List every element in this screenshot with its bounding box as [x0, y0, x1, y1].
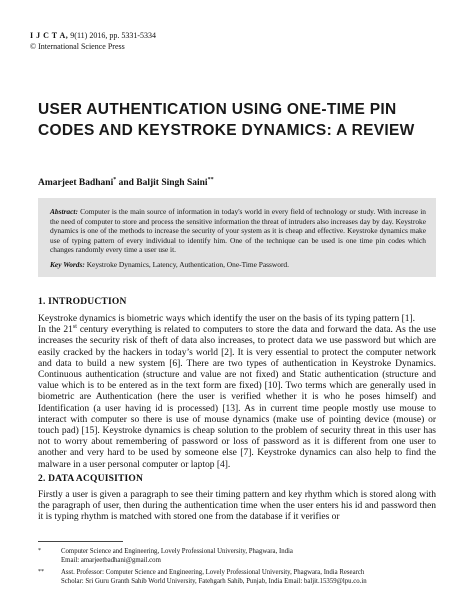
section-1-body: [38, 314, 436, 471]
authors: [38, 177, 214, 188]
section-1-paragraph-1: Keystroke dynamics is biometric ways which identify the user on the basis of its typing pattern [1].: [38, 314, 416, 324]
para-2-superscript: st: [72, 324, 77, 331]
journal-header: [30, 31, 156, 52]
footnote-2-mark: **: [38, 569, 44, 575]
abstract: [50, 207, 426, 255]
journal-volume: 9(11) 2016, pp. 5331-5334: [70, 31, 156, 40]
paper-title: USER AUTHENTICATION USING ONE-TIME PIN CODES AND KEYSTROKE DYNAMICS: A REVIEW: [38, 101, 415, 139]
abstract-box: [38, 198, 436, 277]
footnote-2-line-1: Asst. Professor: Computer Science and Engineering, Lovely Professional University, Phagwara, India Research: [61, 569, 365, 576]
footnote-1: [38, 548, 438, 565]
keywords-text: Keystroke Dynamics, Latency, Authentication, One-Time Password.: [86, 259, 289, 269]
footnote-2: [38, 569, 438, 586]
author-2-mark: **: [207, 177, 214, 183]
section-2-heading: 2. DATA ACQUISITION: [38, 474, 144, 484]
para-2-start: In the 21: [38, 325, 73, 336]
section-1-paragraph-2: [38, 325, 436, 471]
abstract-text: Computer is the main source of information in today's world in every field of technology or study. With increase in the need of computer to store and process the sensitive information the threat of intruders also increases day by day. Keystroke dynamics is one of the methods to increase the security of your system as it is cheap and effective. Keystroke dynamics make use of typing pattern of every individual to identify him. One of the technique can be used is one time pin codes which changes randomly every time a user use it.: [50, 207, 426, 255]
journal-citation: [30, 31, 156, 42]
footnote-1-line-1: Computer Science and Engineering, Lovely Professional University, Phagwara, India: [61, 548, 293, 555]
keywords: [50, 260, 426, 270]
publisher: © International Science Press: [30, 41, 125, 51]
section-1-heading: 1. INTRODUCTION: [38, 297, 127, 307]
para-2-rest: century everything is related to computers to store the data and forward the data. As the use increases the security risk of theft of data also increases, to protect data we use password but which are easily cracked by the hackers in today’s world [2]. It is very essential to protect the computer network and data to build a new system [6]. There are two types of authentication in Keystroke Dynamics. Continuous authentication (structure and value are not fixed) and Static authentication (structure and value which is to be entered as in the text form are fixed) [10]. Two terms which are generally used in biometric are Authentication (here the user is verified whether it is who he poses himself) and Identification (a user having id is processed) [13]. As in current time people mostly use mouse to interact with computer so there is use of mouse dynamics (make use of pointing device (mouse) or touch pad) [15]. Keystroke dynamics is cheap solution to the problem of security threat in this user has not to worry about remembering of password or loss of password as it is different from one user to another and very hard to be used by someone else [7]. Keystroke dynamics can also help to find the malware in a user personal computer or laptop [4].: [38, 325, 436, 470]
footnote-1-line-2: Email: amarjeetbadhani@gmail.com: [61, 556, 161, 564]
author-connector: and: [116, 178, 137, 189]
journal-name: I J C T A,: [30, 31, 69, 40]
abstract-label: Abstract:: [50, 207, 78, 216]
author-2: Baljit Singh Saini: [136, 178, 208, 189]
footnote-rule: [38, 541, 123, 542]
footnote-2-line-2: Scholar: Sri Guru Granth Sahib World University, Fatehgarh Sahib, Punjab, India Email: baljit.15359@lpu.co.in: [61, 577, 367, 585]
keywords-label: Key Words:: [50, 259, 85, 269]
section-2-paragraph-1: Firstly a user is given a paragraph to see their timing pattern and key rhythm which is stored along with the paragraph of user, then during the authentication time when the user enters his id and password then it is typing rhythm is matched with stored one from the database if it verifies or: [38, 490, 436, 523]
footnote-1-mark: *: [38, 548, 41, 554]
author-1: Amarjeet Badhani: [38, 178, 114, 189]
author-1-mark: *: [113, 177, 117, 183]
